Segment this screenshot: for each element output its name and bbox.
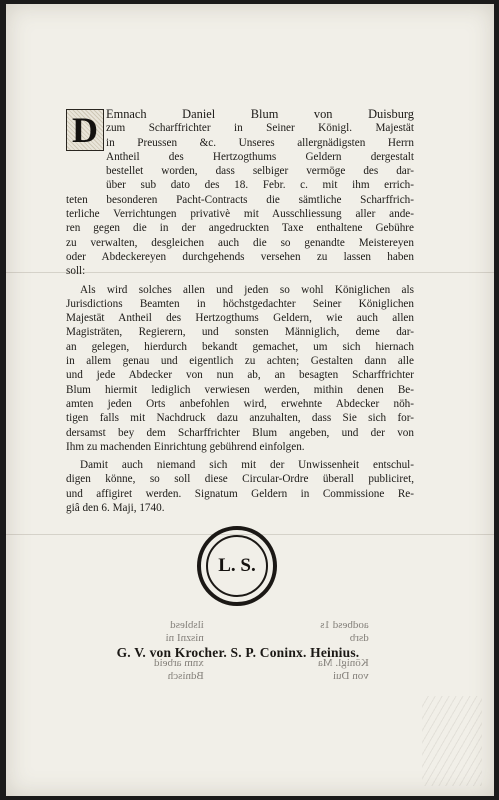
initial-letter: D: [72, 110, 98, 150]
ordinance-text: [66, 107, 414, 515]
text-line: Emnach Daniel Blum von Duisburg: [106, 107, 414, 121]
text-line: zu verwalten, desgleichen auch die so genandte Meistereyen: [66, 236, 414, 249]
text-line: und jede Abdecker von nun ab, an besagten Scharffrichter: [66, 369, 414, 382]
text-line: soll:: [66, 265, 86, 278]
text-line: Jurisdictions Beamten in höchstgedachter Seiner Königlichen: [66, 297, 414, 310]
bleed-through-text: ilsblesd nisznI ni xnm arbeid Bdnisch: [154, 619, 204, 682]
text-line: tigen falls mit Nachdruck dazu anzuhalten, dass Sie sich for-: [66, 412, 414, 425]
signatures: G. V. von Krocher. S. P. Coninx. Heinius.: [116, 645, 360, 660]
text-line: an gelegen, hierdurch bekandt gemachet, um sich hiernach: [66, 340, 414, 353]
text-line: Damit auch niemand sich mit der Unwissenheit entschul-: [80, 459, 414, 472]
bleed-through-text: aodbesd 1s dsrb Königl. Ma von Dui: [318, 619, 369, 682]
text-line: Antheil des Hertzogthums Geldern dergestalt: [106, 150, 414, 163]
text-line: in allem genau und eigentlich zu achten; Gestalten dann alle: [66, 355, 414, 368]
text-line: über sub dato des 18. Febr. c. mit ihm errich-: [106, 179, 414, 192]
text-line: giâ den 6. Maji, 1740.: [66, 502, 165, 515]
text-line: terliche Verrichtungen privativè mit Ausschliessung aller ande-: [66, 208, 414, 221]
text-line: bestellet worden, dass selbiger vermöge des dar-: [106, 165, 414, 178]
seal-stamp: [197, 526, 277, 606]
text-line: Als wird solches allen und jeden so wohl Königlichen als: [80, 283, 414, 296]
text-line: Magisträten, Regierern, und sonsten Männiglich, deme dar-: [66, 326, 414, 339]
text-line: oder Abdeckereyen durchgehends versehen zu lassen haben: [66, 250, 414, 263]
text-line: zum Scharffrichter in Seiner Königl. Majestät: [106, 122, 414, 135]
seal-label: L. S.: [206, 535, 268, 597]
decorated-initial: [66, 109, 104, 151]
text-line: dersamst bey dem Scharffrichter Blum angeben, und der von: [66, 426, 414, 439]
text-line: und affigiret werden. Signatum Geldern in Commissione Re-: [66, 487, 414, 500]
paper-wear: [422, 696, 482, 786]
text-line: Majestät Antheil des Hertzogthums Geldern, wie auch allen: [66, 312, 414, 325]
text-line: teten besonderen Pacht-Contracts die sämtliche Scharffrich-: [66, 193, 414, 206]
text-line: ren gegen die in der angedruckten Taxe enthaltene Gebühre: [66, 222, 414, 235]
text-line: Ihm zu machenden Einrichtung gebührend einfolgen.: [66, 440, 305, 453]
text-line: digen könne, so soll diese Circular-Ordre überall publiciret,: [66, 473, 414, 486]
text-line: amten jeden Orts anbefohlen wird, erwehnte Abdecker nöh-: [66, 397, 414, 410]
text-line: in Preussen &c. Unseres allergnädigsten Herrn: [106, 136, 414, 149]
document-sheet: [6, 4, 494, 796]
text-line: Blum hiermit lediglich verwiesen werden, mithin denen Be-: [66, 383, 414, 396]
